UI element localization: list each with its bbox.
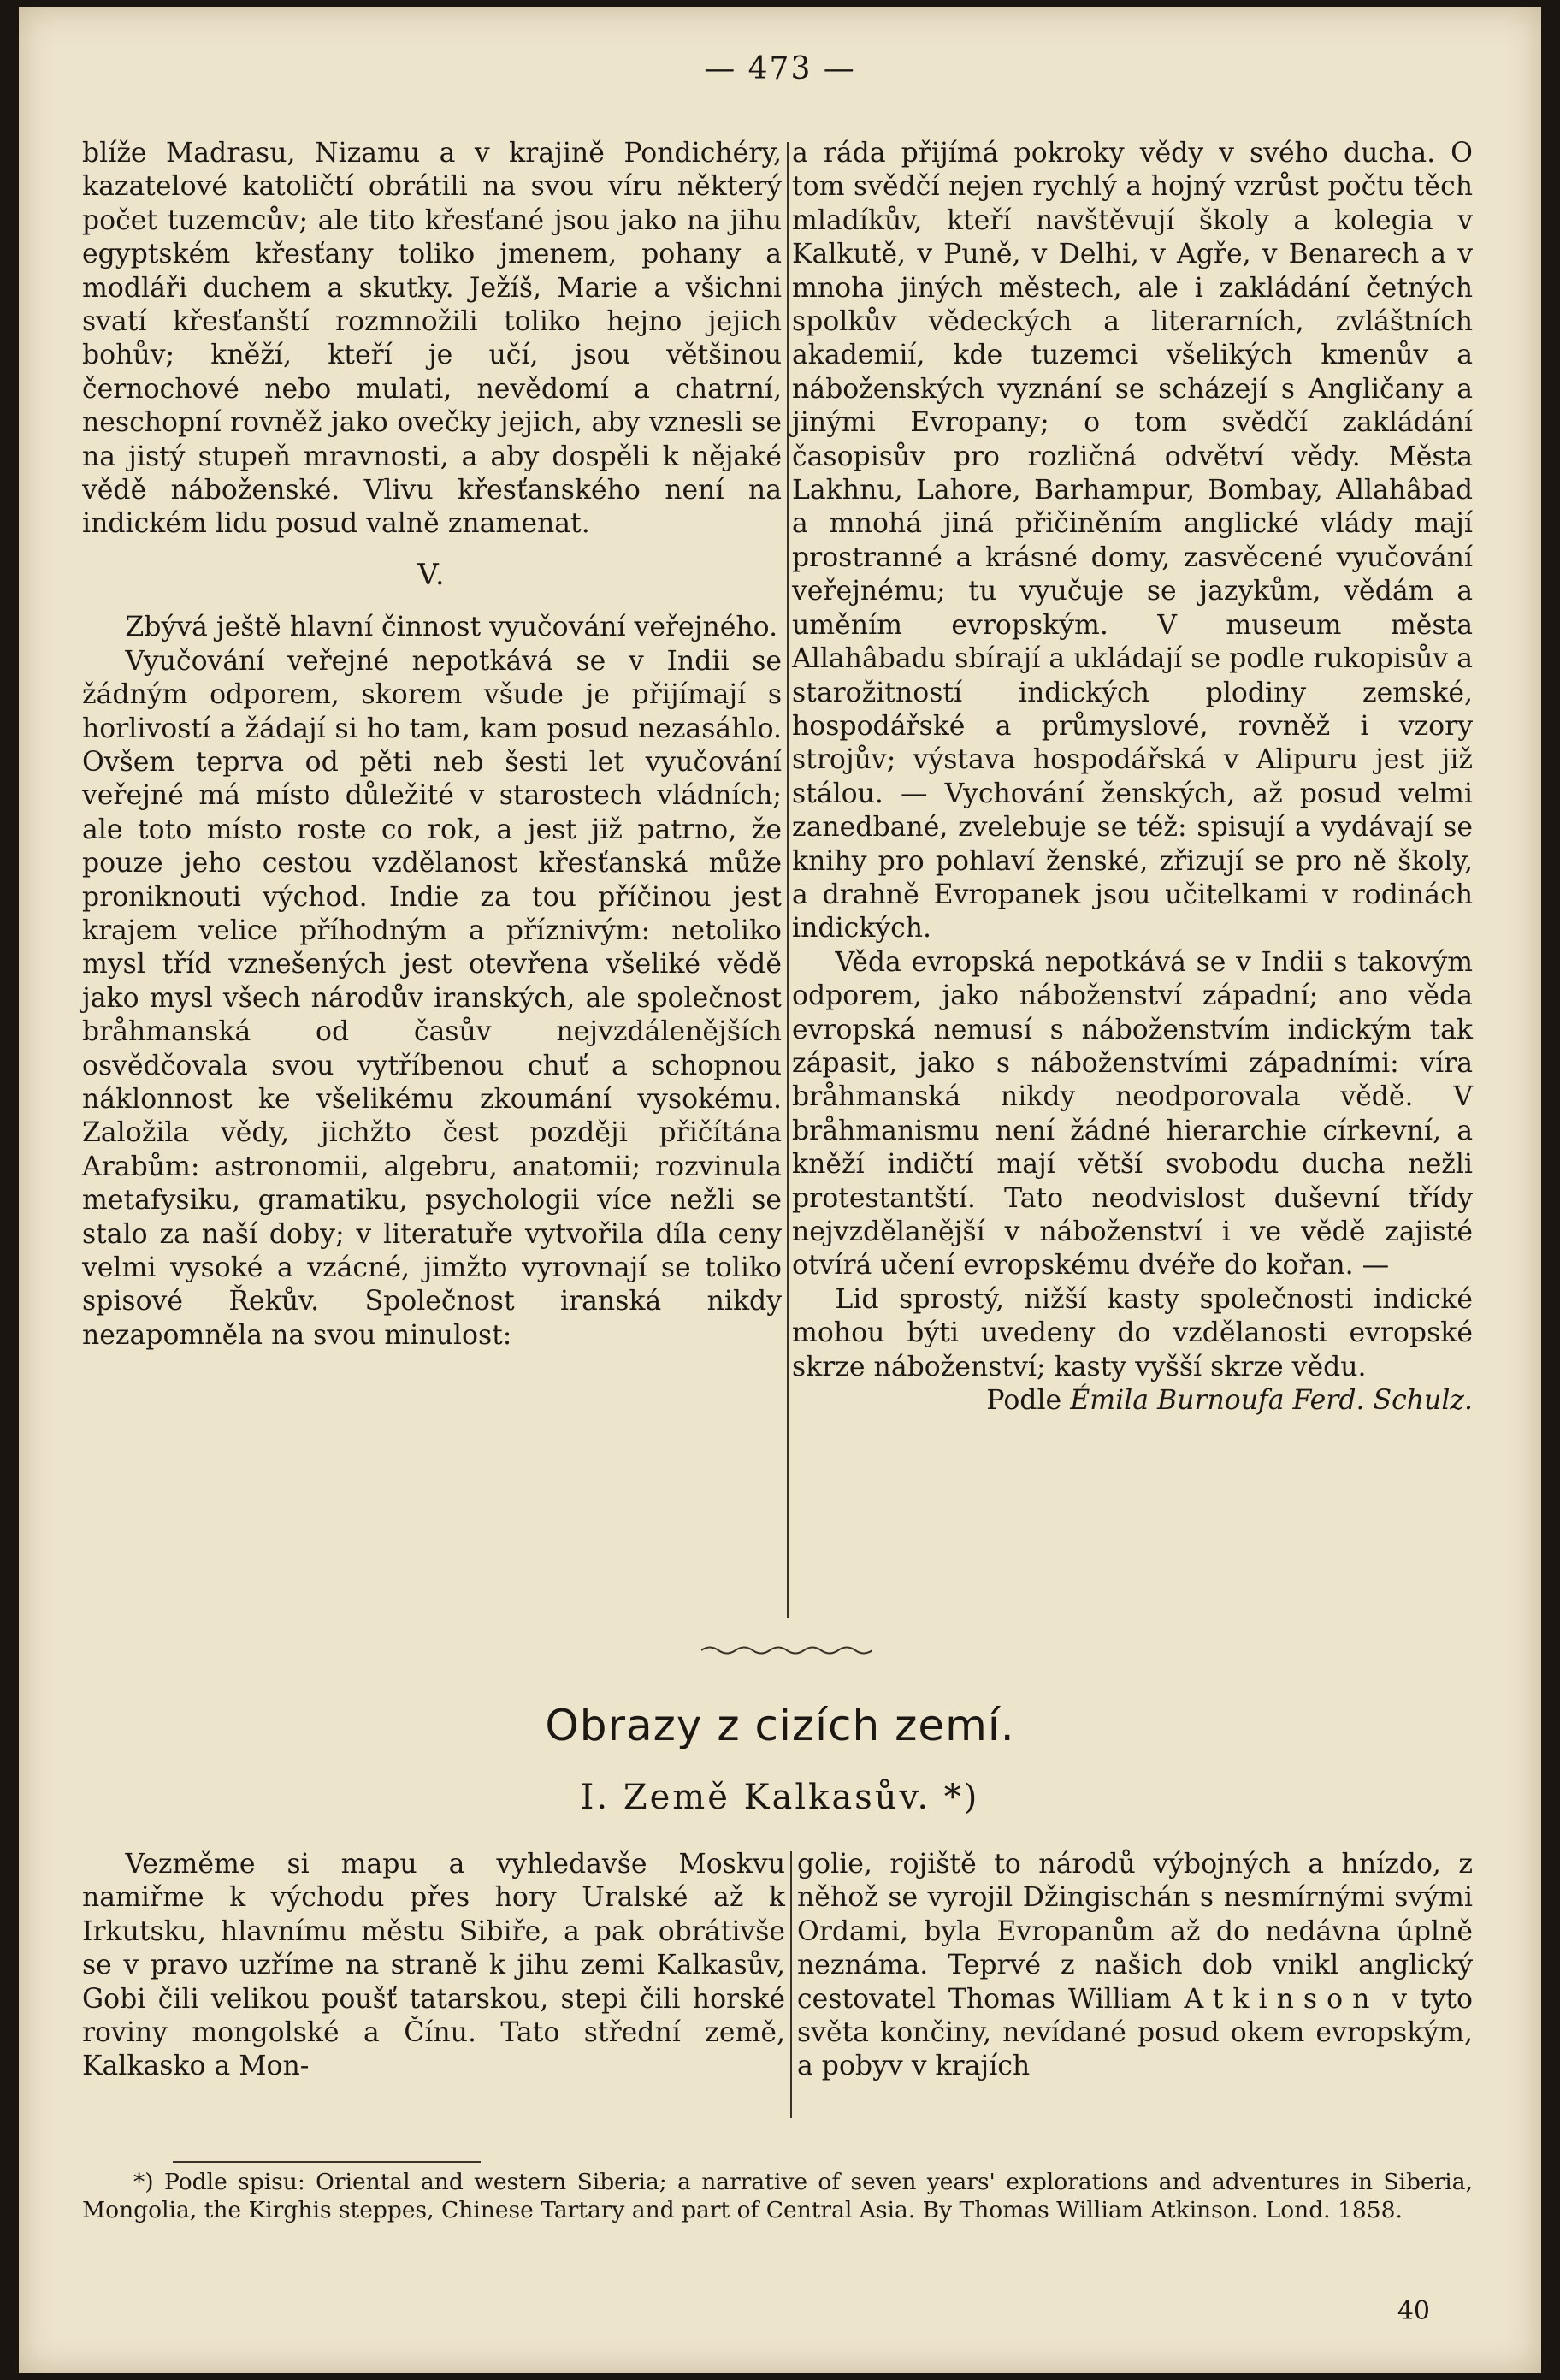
attribution [792, 1384, 1473, 1418]
paragraph: Věda evropská nepotkává se v Indii s takovým odporem, jako náboženství západní; ano věda evropská nemusí s náboženstvím indickým tak zápasit, jako s náboženstvími západními: víra bråhmanská nikdy neodporovala vědě. V bråhmanismu není žádné hierarchie církevní, a kněží indičtí mají větší svobodu ducha nežli protestantští. Tato neodvislost duševní třídy nejvzdělanější v náboženství i ve vědě zajisté otvírá učení evropskému dvéře do kořan. — [792, 946, 1473, 1282]
paragraph [797, 1848, 1473, 2084]
article-subtitle: I. Země Kalkasův. *) [580, 1778, 980, 1817]
paragraph: blíže Madrasu, Nizamu a v krajině Pondichéry, kazatelové katoličtí obrátili na svou víru některý počet tuzemcův; ale tito křesťané jsou jako na jihu egyptském křesťany toliko jmenem, pohany a modláři duchem a skutky. Ježíš, Marie a všichni svatí křesťanští rozmnožili toliko hejno jejich bohův; kněží, kteří je učí, jsou většinou černochové nebo mulati, nevědomí a chatrní, neschopní rovněž jako ovečky jejich, aby vznesli se na jistý stupeň mravnosti, a aby dospěli k nějaké vědě náboženské. Vlivu křesťanského není na indickém lidu posud valně znamenat. [82, 138, 782, 540]
bottom-left-column [82, 1848, 785, 2084]
paragraph: Zbývá ještě hlavní činnost vyučování veřejného. [125, 612, 778, 643]
paragraph: a ráda přijímá pokroky vědy v svého ducha. O tom svědčí nejen rychlý a hojný vzrůst počtu těch mladíkův, kteří navštěvují školy a kolegia v Kalkutě, v Puně, v Delhi, v Agře, v Benarech a v mnoha jiných městech, ale i zakládání četných spolkův vědeckých a literarních, zvláštních akademií, kde tuzemci všelikých kmenův a náboženských vyznání se scházejí s Angličany a jinými Evropany; o tom svědčí zakládání časopisův pro rozličná odvětví vědy. Města Lakhnu, Lahore, Barhampur, Bombay, Allahâbad a mnohá jiná přičiněním anglické vlády mají prostranné a krásné domy, zasvěcené vyučování veřejnému; tu vyučuje se jazykům, vědám a uměním evropským. V museum města Allahâbadu sbírají a ukládají se podle rukopisův a starožitností indických plodiny zemské, hospodářské a průmyslové, rovněž i vzory strojův; výstava hospodářská v Alipuru jest již stálou. — Vychování ženských, až posud velmi zanedbané, zvelebuje se též: spisují a vydávají se knihy pro pohlaví ženské, zřizují se pro ně školy, a drahně Evropanek jsou učitelkami v rodinách indických. [792, 138, 1473, 944]
ornament-rule [701, 1643, 872, 1658]
section-heading: V. [417, 557, 446, 592]
bottom-right-column [797, 1848, 1473, 2084]
page-number: — 473 — [704, 51, 856, 86]
top-right-column [792, 137, 1473, 1418]
attribution-authors: Émila Burnoufa Ferd. Schulz. [1070, 1385, 1473, 1417]
paragraph: Vezměme si mapu a vyhledavše Moskvu namiřme k východu přes hory Uralské až k Irkutsku, hlavnímu městu Sibiře, a pak obrátivše se v pravo uzříme na straně k jihu zemi Kalkasův, Gobi čili velikou poušť tatarskou, stepi čili horské roviny mongolské a Čínu. Tato střední země, Kalkasko a Mon- [82, 1849, 785, 2082]
footnote: *) Podle spisu: Oriental and western Siberia; a narrative of seven years' explorations and adventures in Siberia, Mongolia, the Kirghis steppes, Chinese Tartary and part of Central Asia. By Thomas William Atkinson. Lond. 1858. [82, 2169, 1473, 2223]
paragraph: Vyučování veřejné nepotkává se v Indii se žádným odporem, skorem všude je přijímají s horlivostí a žádají si ho tam, kam posud nezasáhlo. Ovšem teprva od pěti neb šesti let vyučování veřejné má místo důležité v starostech vládních; ale toto místo roste co rok, a jest již patrno, že pouze jeho cestou vzdělanost křesťanská může proniknouti východ. Indie za tou příčinou jest krajem velice příhodným a příznivým: netoliko mysl tříd vznešených jest otevřena všeliké vědě jako mysl všech národův iranských, ale společnost bråhmanská od časův nejvzdálenějších osvědčovala svou vytříbenou chuť a schopnou náklonnost ke všelikému zkoumání vysokému. Založila vědy, jichžto čest později přičítána Arabům: astronomii, algebru, anatomii; rozvinula metafysiku, gramatiku, psychologii více nežli se stalo za naší doby; v literatuře vytvořila díla ceny velmi vysoké a vzácné, jimžto vyrovnají se toliko spisové Řekův. Společnost iranská nikdy nezapomněla na svou minulost: [82, 645, 782, 1351]
page [19, 7, 1541, 2373]
article-title: Obrazy z cizích zemí. [545, 1701, 1015, 1750]
paragraph-text: golie, rojiště to národů výbojných a hnízdo, z něhož se vyrojil Džingischán s nesmírnými svými Ordami, byla Evropanům až do nedávna úplně neznáma. Teprvé z našich dob vnikl anglický cestovatel Thomas William [797, 1849, 1473, 2015]
paragraph-text: v tyto světa končiny, nevídané posud okem evropským, a pobyv v krajích [797, 1983, 1474, 2082]
footnote-rule [173, 2161, 481, 2163]
spaced-name: Atkinson [1184, 1983, 1380, 2015]
paragraph: Lid sprostý, nižší kasty společnosti indické mohou býti uvedeny do vzdělanosti evropské skrze náboženství; kasty vyšší skrze vědu. [792, 1283, 1473, 1382]
top-left-column [82, 137, 782, 1353]
column-divider [790, 1851, 792, 2118]
signature-mark: 40 [1397, 2296, 1430, 2326]
column-divider [787, 142, 789, 1618]
attribution-prefix: Podle [986, 1385, 1062, 1417]
